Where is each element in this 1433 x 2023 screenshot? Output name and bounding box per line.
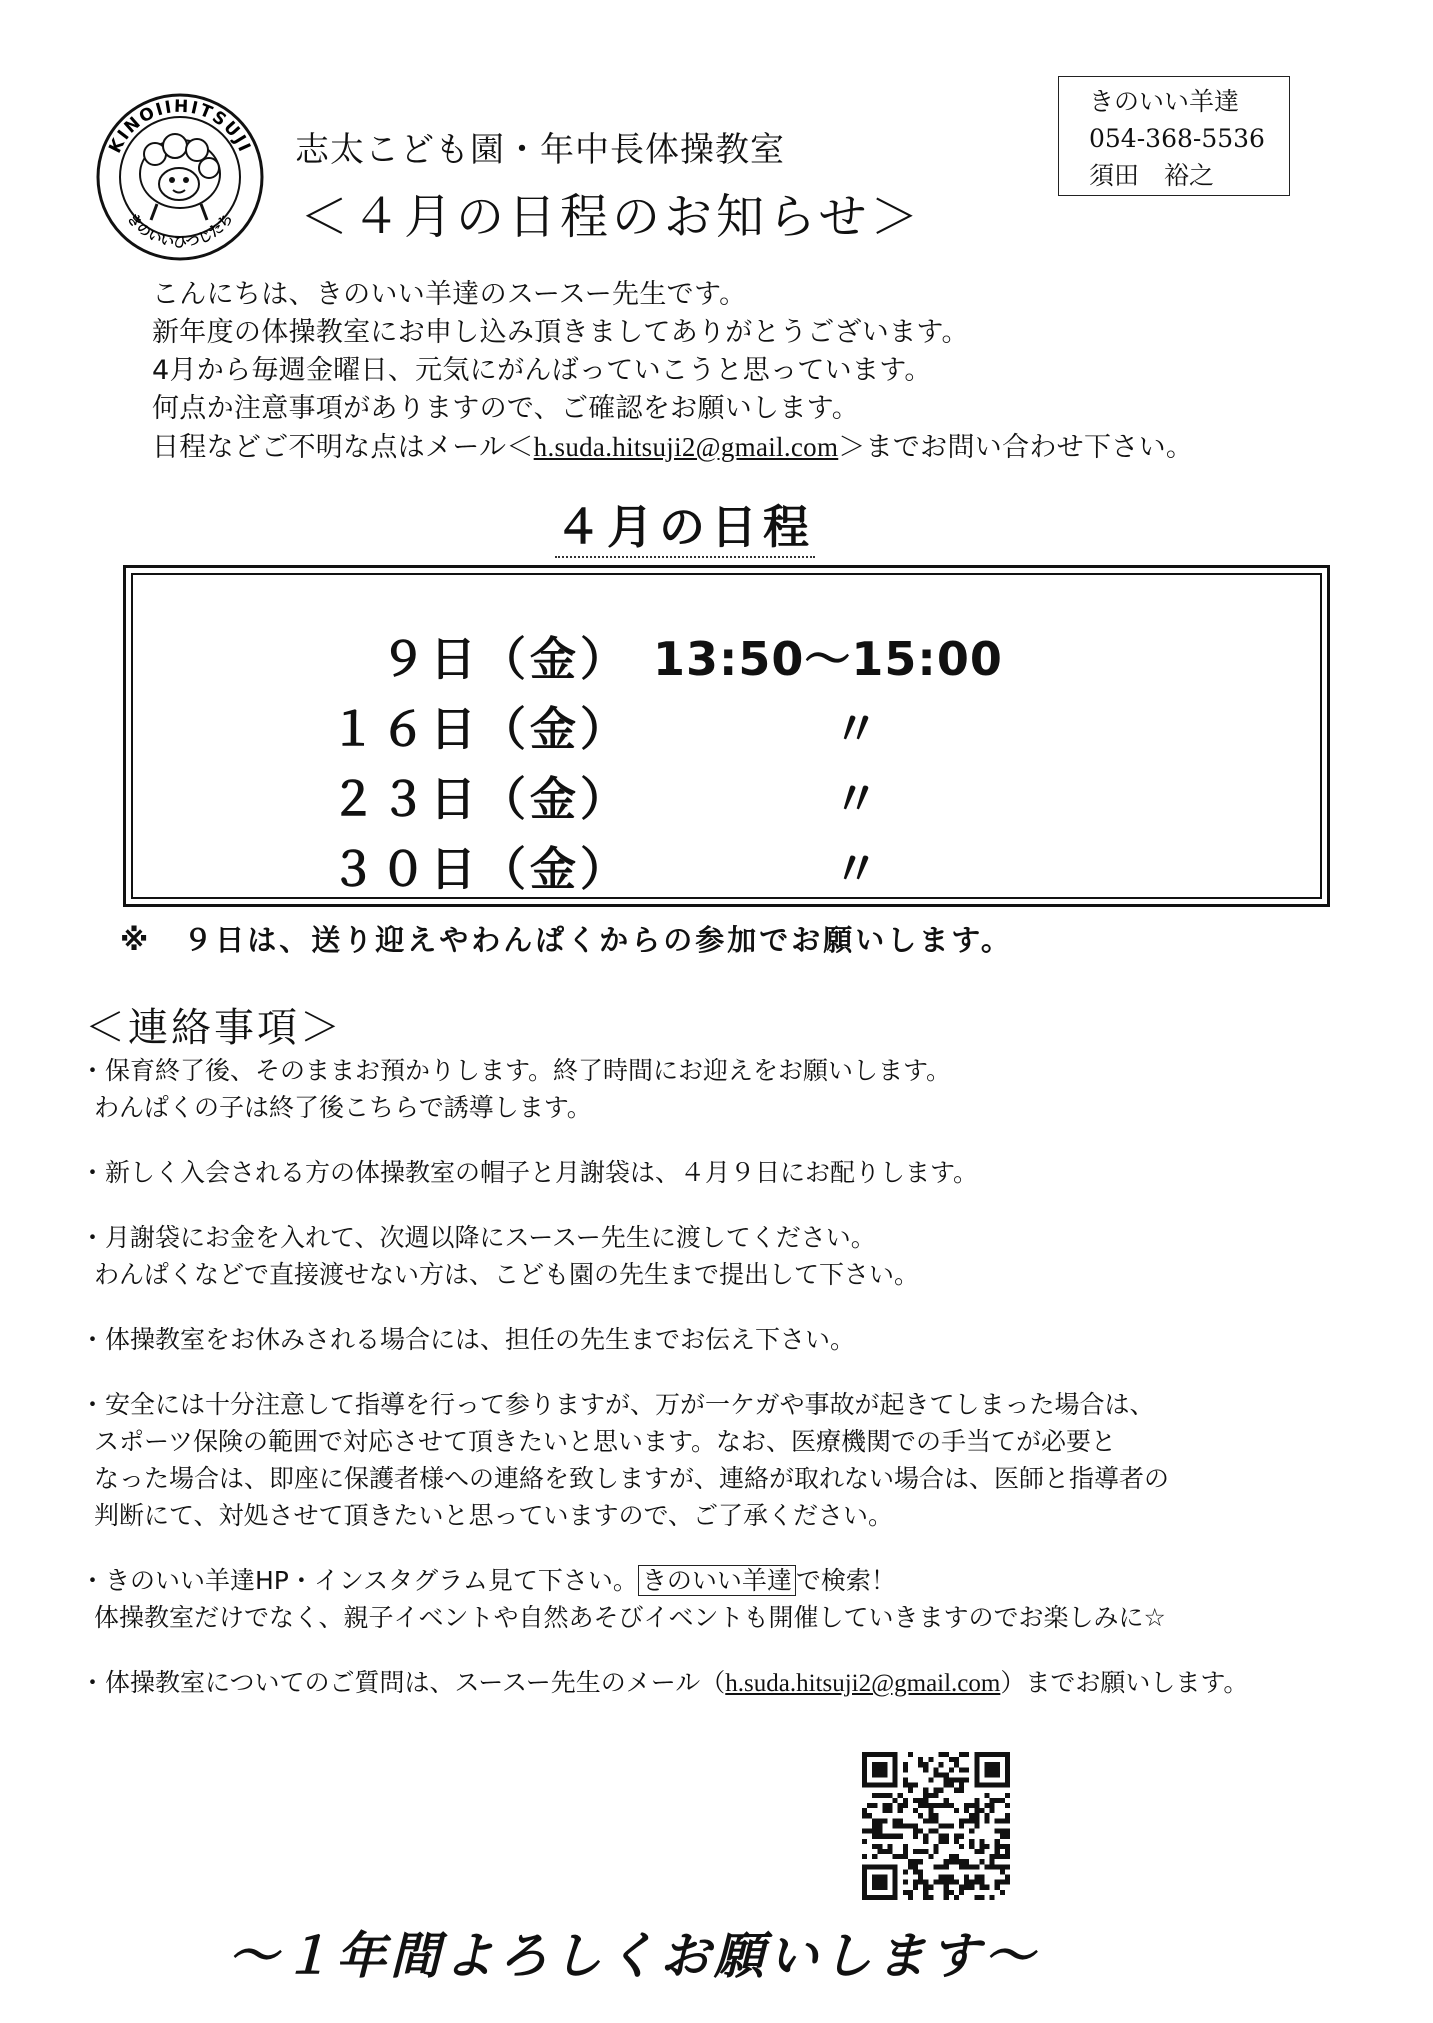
notice-text: で検索！ bbox=[795, 1566, 896, 1595]
notice-line bbox=[80, 1562, 1248, 1599]
contact-box bbox=[1058, 76, 1290, 196]
notice-item bbox=[80, 1664, 1248, 1702]
schedule-box bbox=[123, 565, 1330, 907]
notice-item bbox=[80, 1321, 1248, 1358]
notice-item bbox=[80, 1154, 1248, 1191]
notice-text: ・きのいい羊達HP・インスタグラム見て下さい。 bbox=[80, 1566, 638, 1595]
notice-line: ・月謝袋にお金を入れて、次週以降にスースー先生に渡してください。 bbox=[80, 1223, 876, 1252]
notice-item bbox=[80, 1219, 1248, 1293]
notices-list bbox=[80, 1052, 1248, 1730]
notice-line: ・新しく入会される方の体操教室の帽子と月謝袋は、４月９日にお配りします。 bbox=[80, 1158, 979, 1187]
closing-message: 〜１年間よろしくお願いします〜 bbox=[228, 1927, 1038, 1985]
notice-line: ・安全には十分注意して指導を行って参りますが、万が一ケガや事故が起きてしまった場合は、 bbox=[80, 1390, 1155, 1419]
schedule-date: ９日（金） bbox=[380, 632, 630, 686]
email-link[interactable]: h.suda.hitsuji2@gmail.com bbox=[533, 432, 839, 462]
notice-line bbox=[80, 1664, 1248, 1702]
intro-line: 4月から毎週金曜日、元気にがんばっていこうと思っています。 bbox=[152, 355, 932, 386]
notice-line: ・体操教室をお休みされる場合には、担任の先生までお伝え下さい。 bbox=[80, 1325, 856, 1354]
notice-line: 体操教室だけでなく、親子イベントや自然あそびイベントも開催していきますのでお楽しみに☆ bbox=[94, 1603, 1166, 1632]
schedule-time: 〃 bbox=[833, 842, 879, 896]
schedule-heading: ４月の日程 bbox=[555, 498, 815, 558]
email-link[interactable]: h.suda.hitsuji2@gmail.com bbox=[725, 1670, 1001, 1697]
svg-text:KINOIIHITSUJI: KINOIIHITSUJI bbox=[105, 96, 255, 157]
search-keyword-box: きのいい羊達 bbox=[638, 1565, 796, 1596]
notice-line: スポーツ保険の範囲で対応させて頂きたいと思います。なお、医療機関での手当てが必要と bbox=[94, 1427, 1117, 1456]
schedule-time: 〃 bbox=[833, 702, 879, 756]
schedule-time: 〃 bbox=[833, 772, 879, 826]
contact-name: きのいい羊達 bbox=[1089, 87, 1240, 116]
schedule-row bbox=[133, 763, 1320, 826]
notices-heading: ＜連絡事項＞ bbox=[85, 1005, 343, 1051]
notice-line: 判断にて、対処させて頂きたいと思っていますので、ご了承ください。 bbox=[94, 1501, 894, 1530]
intro-line bbox=[152, 428, 1193, 467]
intro-line: 何点か注意事項がありますので、ご確認をお願いします。 bbox=[152, 393, 860, 424]
notice-text: ・体操教室についてのご質問は、スースー先生のメール（ bbox=[80, 1668, 726, 1697]
intro-prefix: 日程などご不明な点はメール＜ bbox=[152, 432, 534, 463]
notice-line: なった場合は、即座に保護者様への連絡を致しますが、連絡が取れない場合は、医師と指導者の bbox=[94, 1464, 1170, 1493]
notice-line: わんぱくなどで直接渡せない方は、こども園の先生まで提出して下さい。 bbox=[94, 1260, 920, 1289]
kinoii-hitsuji-logo bbox=[95, 92, 265, 262]
schedule-row bbox=[133, 693, 1320, 756]
svg-text:きのいいひつじたち: きのいいひつじたち bbox=[123, 210, 237, 251]
notice-text: ）までお願いします。 bbox=[1000, 1668, 1249, 1697]
contact-person: 須田 裕之 bbox=[1089, 161, 1215, 190]
organization-name: 志太こども園・年中長体操教室 bbox=[295, 130, 785, 170]
intro-line: 新年度の体操教室にお申し込み頂きましてありがとうございます。 bbox=[152, 317, 969, 348]
notice-line: わんぱくの子は終了後こちらで誘導します。 bbox=[94, 1093, 592, 1122]
schedule-note: ※ ９日は、送り迎えやわんぱくからの参加でお願いします。 bbox=[120, 923, 1013, 957]
notice-item bbox=[80, 1386, 1248, 1534]
schedule-time: 13:50〜15:00 bbox=[653, 632, 1003, 686]
schedule-row bbox=[133, 623, 1320, 686]
contact-phone: 054-368-5536 bbox=[1089, 124, 1265, 153]
intro-message bbox=[152, 276, 1193, 467]
schedule-row bbox=[133, 833, 1320, 896]
intro-suffix: ＞までお問い合わせ下さい。 bbox=[838, 432, 1194, 463]
notice-item bbox=[80, 1052, 1248, 1126]
schedule-date: ３０日（金） bbox=[330, 842, 630, 896]
page-title: ＜４月の日程のお知らせ＞ bbox=[300, 189, 923, 245]
schedule-date: １６日（金） bbox=[330, 702, 630, 756]
intro-line: こんにちは、きのいい羊達のスースー先生です。 bbox=[152, 279, 747, 310]
schedule-date: ２３日（金） bbox=[330, 772, 630, 826]
qr-code[interactable] bbox=[862, 1752, 1010, 1900]
notice-item bbox=[80, 1562, 1248, 1636]
notice-line: ・保育終了後、そのままお預かりします。終了時間にお迎えをお願いします。 bbox=[80, 1056, 952, 1085]
